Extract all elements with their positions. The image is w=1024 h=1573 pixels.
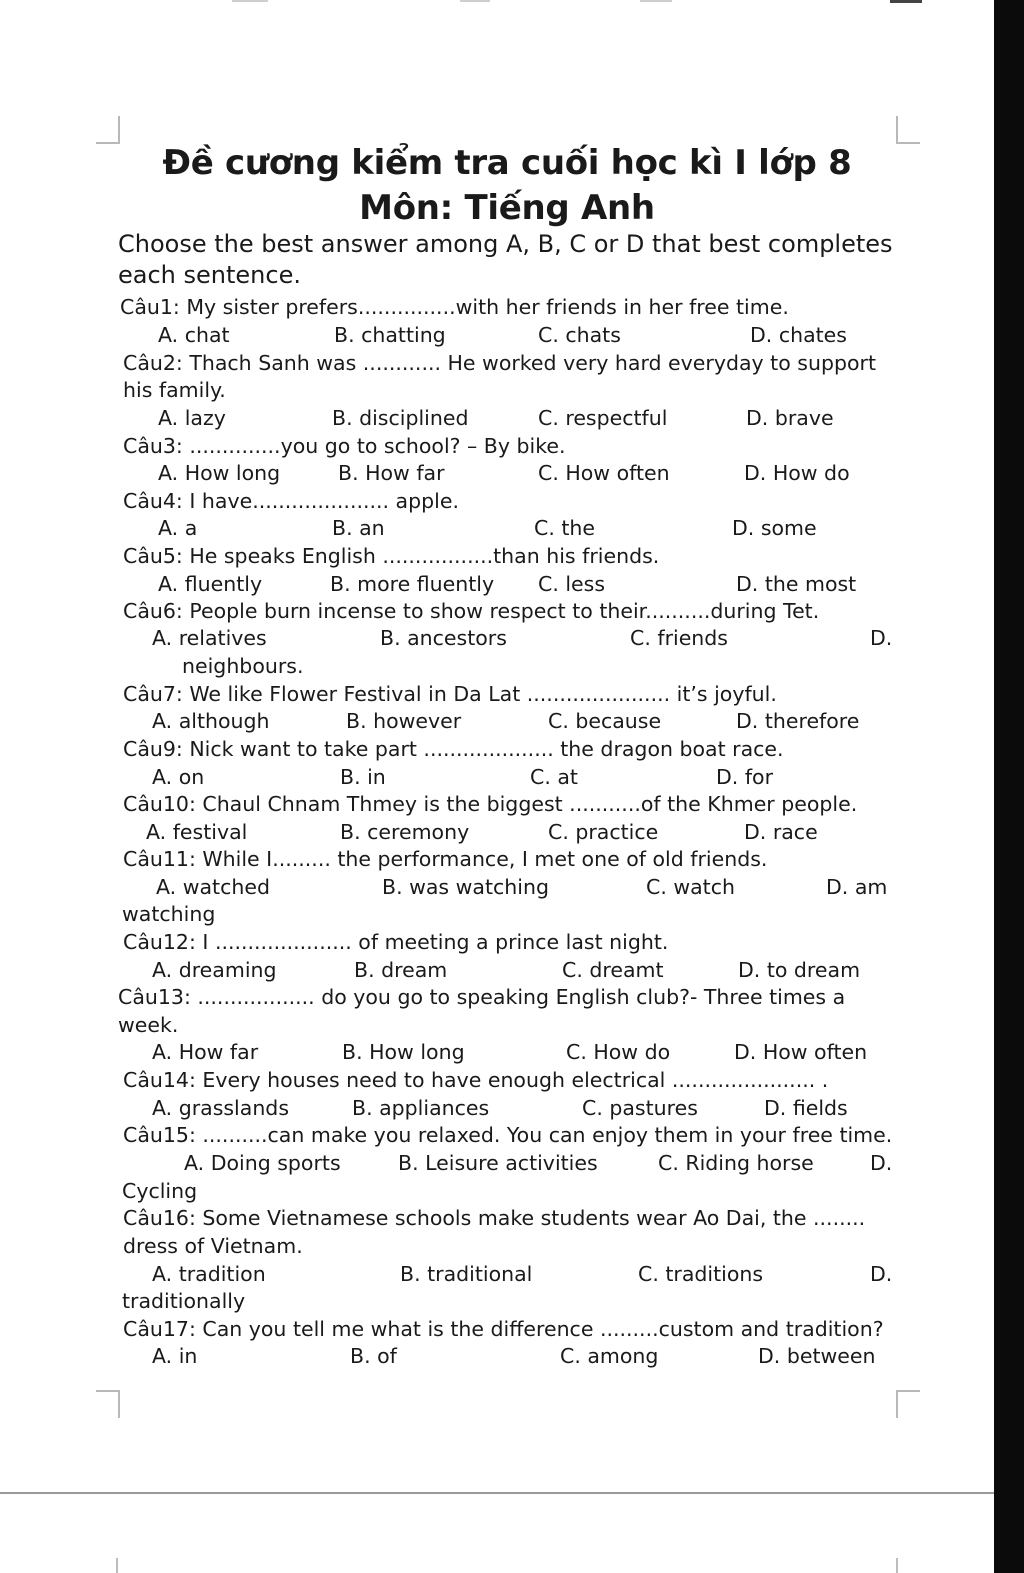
option-b: B. How long	[342, 1040, 465, 1064]
option-a: A. dreaming	[152, 958, 277, 982]
question-text: Câu9: Nick want to take part .................... the dragon boat race.	[123, 737, 784, 761]
option-a: A. festival	[146, 820, 248, 844]
option-b: B. in	[340, 765, 386, 789]
question-text: Câu10: Chaul Chnam Thmey is the biggest ...........of the Khmer people.	[123, 792, 858, 816]
option-b: B. appliances	[352, 1096, 490, 1120]
option-b: B. however	[346, 709, 462, 733]
option-c: C. watch	[646, 875, 735, 899]
question-text: Câu11: While I......... the performance, I met one of old friends.	[123, 847, 768, 871]
option-b: B. chatting	[334, 323, 446, 347]
option-d-cont: neighbours.	[182, 654, 304, 678]
option-c: C. at	[530, 765, 578, 789]
page-boundary	[0, 1492, 994, 1494]
top-mark	[460, 0, 490, 2]
crop-mark-bottom-right	[896, 1390, 920, 1418]
option-b: B. disciplined	[332, 406, 469, 430]
top-mark	[232, 0, 268, 2]
question-text: Câu1: My sister prefers...............with her friends in her free time.	[120, 295, 789, 319]
question-text-cont: dress of Vietnam.	[123, 1234, 303, 1258]
question-text: Câu17: Can you tell me what is the difference .........custom and tradition?	[123, 1317, 884, 1341]
option-d: D. am	[826, 875, 888, 899]
option-c: C. How often	[538, 461, 670, 485]
option-d: D.	[870, 1151, 893, 1175]
question-text-cont: week.	[118, 1013, 179, 1037]
option-a: A. relatives	[152, 626, 267, 650]
option-d: D. chates	[750, 323, 847, 347]
option-b: B. of	[350, 1344, 397, 1368]
option-d: D. therefore	[736, 709, 860, 733]
option-a: A. lazy	[158, 406, 226, 430]
question-text: Câu5: He speaks English .................than his friends.	[123, 544, 660, 568]
option-c: C. because	[548, 709, 662, 733]
crop-mark-top-left	[96, 116, 120, 144]
screen-edge	[994, 0, 1024, 1573]
crop-mark-top-right	[896, 116, 920, 144]
option-d: D. the most	[736, 572, 857, 596]
option-a: A. How far	[152, 1040, 259, 1064]
option-c: C. practice	[548, 820, 659, 844]
option-b: B. ancestors	[380, 626, 507, 650]
option-c: C. friends	[630, 626, 728, 650]
question-text: Câu6: People burn incense to show respect to their..........during Tet.	[123, 599, 820, 623]
option-d-cont: watching	[122, 902, 216, 926]
option-b: B. How far	[338, 461, 445, 485]
question-text: Câu13: .................. do you go to speaking English club?- Three times a	[118, 985, 846, 1009]
option-d: D. for	[716, 765, 774, 789]
option-d-cont: Cycling	[122, 1179, 198, 1203]
option-a: A. watched	[156, 875, 270, 899]
option-c: C. respectful	[538, 406, 668, 430]
option-d: D. brave	[746, 406, 834, 430]
question-text: Câu2: Thach Sanh was ............ He worked very hard everyday to support	[123, 351, 876, 375]
option-c: C. the	[534, 516, 595, 540]
option-c: C. among	[560, 1344, 659, 1368]
option-a: A. How long	[158, 461, 281, 485]
option-d: D. race	[744, 820, 818, 844]
question-text: Câu3: ..............you go to school? – By bike.	[123, 434, 566, 458]
page-tick	[896, 1558, 898, 1573]
option-a: A. Doing sports	[184, 1151, 341, 1175]
option-b: B. dream	[354, 958, 448, 982]
option-d-cont: traditionally	[122, 1289, 246, 1313]
top-mark	[640, 0, 672, 2]
option-d: D. How often	[734, 1040, 868, 1064]
question-text: Câu16: Some Vietnamese schools make students wear Ao Dai, the ........	[123, 1206, 866, 1230]
option-d: D. fields	[764, 1096, 848, 1120]
top-mark	[890, 0, 922, 3]
option-a: A. grasslands	[152, 1096, 290, 1120]
option-d: D. to dream	[738, 958, 861, 982]
option-d: D.	[870, 626, 893, 650]
option-d: D. some	[732, 516, 817, 540]
document-title: Đề cương kiểm tra cuối học kì I lớp 8	[162, 143, 852, 183]
option-c: C. traditions	[638, 1262, 764, 1286]
question-text-cont: his family.	[123, 378, 226, 402]
option-a: A. in	[152, 1344, 198, 1368]
instruction: Choose the best answer among A, B, C or D that best completes each sentence.	[118, 230, 893, 289]
option-a: A. although	[152, 709, 270, 733]
question-text: Câu15: ..........can make you relaxed. You can enjoy them in your free time.	[123, 1123, 893, 1147]
option-a: A. tradition	[152, 1262, 266, 1286]
question-text: Câu14: Every houses need to have enough electrical ...................... .	[123, 1068, 829, 1092]
option-c: C. Riding horse	[658, 1151, 814, 1175]
crop-mark-bottom-left	[96, 1390, 120, 1418]
option-d: D. between	[758, 1344, 876, 1368]
option-a: A. fluently	[158, 572, 263, 596]
option-b: B. was watching	[382, 875, 549, 899]
option-c: C. pastures	[582, 1096, 698, 1120]
option-b: B. Leisure activities	[398, 1151, 598, 1175]
option-b: B. ceremony	[340, 820, 470, 844]
option-d: D. How do	[744, 461, 850, 485]
option-b: B. more fluently	[330, 572, 495, 596]
option-d: D.	[870, 1262, 893, 1286]
question-text: Câu7: We like Flower Festival in Da Lat ...................... it’s joyful.	[123, 682, 777, 706]
option-c: C. chats	[538, 323, 621, 347]
document-subject: Môn: Tiếng Anh	[359, 188, 655, 228]
option-a: A. on	[152, 765, 205, 789]
option-b: B. traditional	[400, 1262, 533, 1286]
option-a: A. a	[158, 516, 198, 540]
option-b: B. an	[332, 516, 385, 540]
option-c: C. less	[538, 572, 606, 596]
option-a: A. chat	[158, 323, 230, 347]
page-tick	[116, 1558, 118, 1573]
question-text: Câu12: I ..................... of meeting a prince last night.	[123, 930, 669, 954]
option-c: C. How do	[566, 1040, 671, 1064]
question-text: Câu4: I have..................... apple.	[123, 489, 459, 513]
option-c: C. dreamt	[562, 958, 664, 982]
